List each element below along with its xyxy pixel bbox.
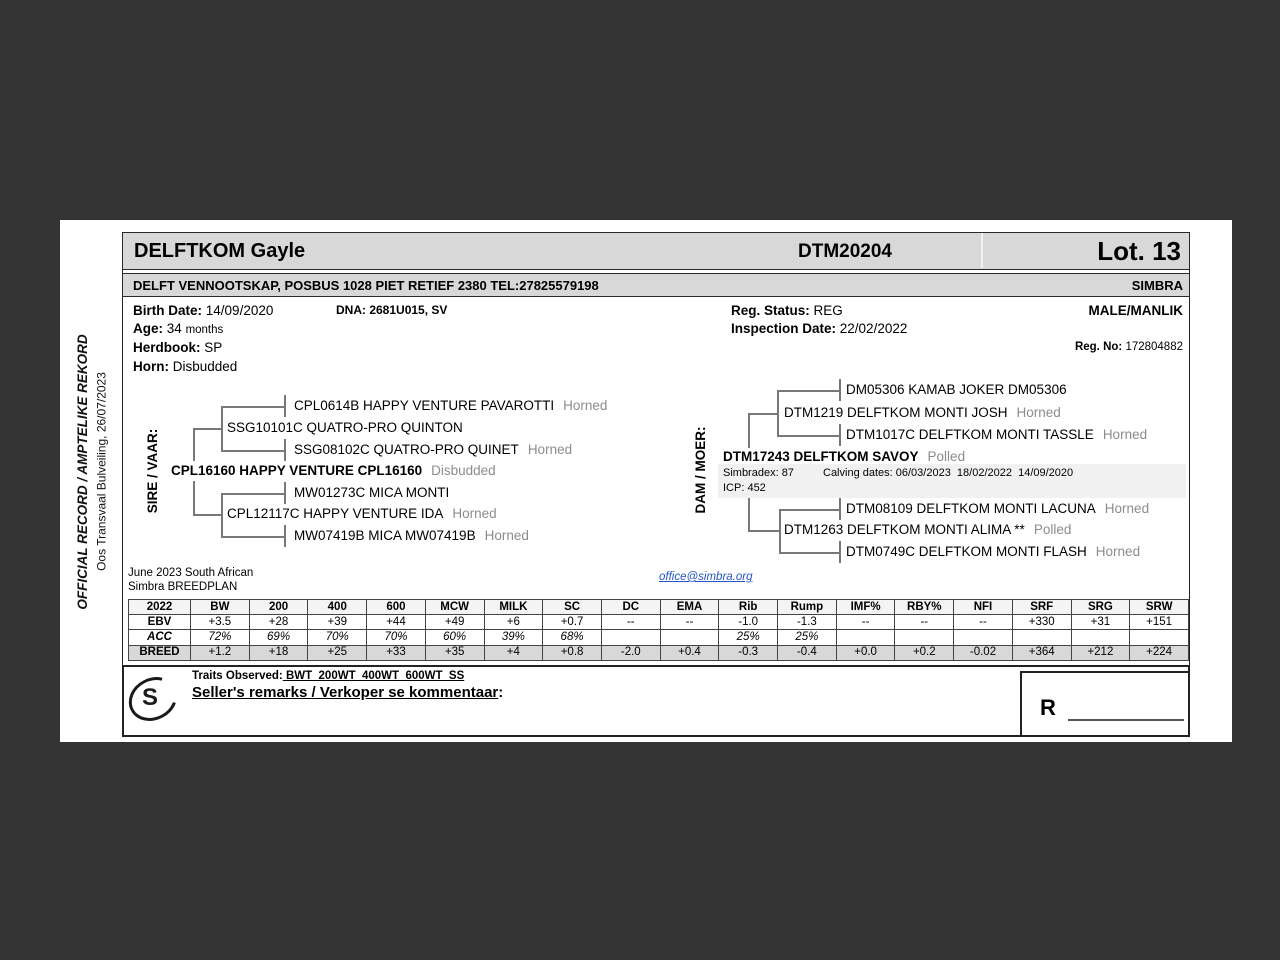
breedplan-heading [128,566,253,594]
breedplan-value-cell [601,630,660,645]
dam-tree-line [777,390,779,436]
horn-status: Horned [1102,427,1148,442]
breedplan-column-header: 400 [308,600,367,615]
breedplan-column-header: IMF% [836,600,895,615]
calving-dates: Calving dates: 06/03/2023 18/02/2022 14/09/2020 [823,467,1074,479]
pedigree-entry: DTM0749C DELFTKOM MONTI FLASH Horned [846,544,1141,559]
breedplan-header-row [129,600,1189,615]
breedplan-value-cell: +0.8 [543,645,602,660]
breedplan-column-header: NFI [954,600,1013,615]
breedplan-value-cell: -0.3 [719,645,778,660]
sire-tree-line [284,525,286,547]
pedigree-entry: DTM08109 DELFTKOM MONTI LACUNA Horned [846,501,1150,516]
breedplan-value-cell: +1.2 [191,645,250,660]
breedplan-value-cell: 70% [367,630,426,645]
simbra-logo [127,676,183,724]
sire-entry: CPL16160 HAPPY VENTURE CPL16160 Disbudded [171,463,496,478]
price-currency-label: R [1040,695,1056,720]
breedplan-column-header: 600 [367,600,426,615]
breedplan-row-ebv [129,615,1189,630]
dam-tree-line [839,541,841,563]
breedplan-value-cell: +49 [425,615,484,630]
sire-tree-line [193,481,195,515]
official-record-vertical-text: OFFICIAL RECORD / AMPTELIKE REKORD [75,334,90,610]
simbradex-value: Simbradex: 87 [723,467,794,479]
sire-tree-line [221,493,223,537]
age-field: Age: 34 months [133,321,224,336]
auction-name-vertical-text: Oos Transvaal Bulveiling, 26/07/2023 [94,372,109,571]
pedigree-entry: SSG10101C QUATRO-PRO QUINTON [227,420,463,435]
dam-tree-line [779,552,839,554]
pedigree-entry: DTM1219 DELFTKOM MONTI JOSH Horned [784,405,1061,420]
breedplan-row-label: ACC [129,630,191,645]
horn-field: Horn: Disbudded [133,359,238,374]
breedplan-value-cell: +35 [425,645,484,660]
horn-status: Horned [1104,501,1150,516]
breedplan-value-cell: 70% [308,630,367,645]
pedigree-entry: DTM1017C DELFTKOM MONTI TASSLE Horned [846,427,1148,442]
pedigree-entry: MW07419B MICA MW07419B Horned [294,528,529,543]
reg-no-field: Reg. No: 172804882 [1074,341,1183,353]
breedplan-value-cell: +25 [308,645,367,660]
breedplan-value-cell: +44 [367,615,426,630]
dam-tree-line [777,390,839,392]
breedplan-value-cell [1012,630,1071,645]
dam-tree-line [777,435,839,437]
dam-tree-line [779,509,839,511]
breedplan-column-header: MILK [484,600,543,615]
dam-tree-line [839,498,841,520]
breedplan-value-cell: -- [954,615,1013,630]
breedplan-value-cell [836,630,895,645]
breedplan-row-acc [129,630,1189,645]
dam-entry: DTM17243 DELFTKOM SAVOY Polled [723,449,966,464]
sire-tree-line [193,428,195,461]
breedplan-value-cell: -- [601,615,660,630]
breedplan-column-header: Rib [719,600,778,615]
breedplan-value-cell [954,630,1013,645]
lot-number: Lot. 13 [1097,236,1181,266]
breedplan-value-cell: +224 [1130,645,1189,660]
breedplan-value-cell: -- [836,615,895,630]
owner-contact: DELFT VENNOOTSKAP, POSBUS 1028 PIET RETIEF 2380 TEL:27825579198 [133,278,599,293]
breedplan-value-cell [1071,630,1130,645]
animal-name-title: DELFTKOM Gayle [134,240,306,262]
breedplan-heading-line2: Simbra BREEDPLAN [128,581,238,593]
sire-tree-line [284,439,286,461]
breedplan-value-cell: +0.7 [543,615,602,630]
sire-tree-line [284,482,286,504]
breedplan-column-header: SRG [1071,600,1130,615]
breedplan-column-header: DC [601,600,660,615]
breedplan-value-cell: +3.5 [191,615,250,630]
price-blank-line[interactable] [1068,719,1184,721]
sire-tree-line [221,493,284,495]
breedplan-value-cell: +212 [1071,645,1130,660]
sire-tree-line [221,406,284,408]
breedplan-heading-line1: June 2023 South African [128,567,254,579]
horn-status: Horned [527,442,573,457]
title-bar [122,232,1190,270]
breedplan-value-cell: -1.0 [719,615,778,630]
breedplan-column-header: 2022 [129,600,191,615]
catalog-page [60,220,1232,742]
breedplan-value-cell: +6 [484,615,543,630]
breedplan-value-cell: +18 [249,645,308,660]
breedplan-value-cell: -2.0 [601,645,660,660]
breedplan-value-cell: +151 [1130,615,1189,630]
seller-remarks-heading: Seller's remarks / Verkoper se kommentaar: [192,684,504,701]
breedplan-column-header: EMA [660,600,719,615]
breedplan-value-cell: 69% [249,630,308,645]
breedplan-value-cell: -1.3 [778,615,837,630]
animal-reg-id: DTM20204 [798,241,892,262]
breedplan-value-cell [895,630,954,645]
breedplan-value-cell: +39 [308,615,367,630]
record-main-box [122,232,1190,737]
price-box [1020,671,1188,735]
breedplan-value-cell: 25% [719,630,778,645]
breedplan-value-cell: +4 [484,645,543,660]
sire-tree-line [193,514,223,516]
dam-tree-line [839,424,841,446]
horn-status: Horned [484,528,529,543]
dam-tree-line [748,413,750,449]
breedplan-table [128,599,1189,661]
breedplan-value-cell: +33 [367,645,426,660]
breedplan-row-label: BREED [129,645,191,660]
breedplan-value-cell: 72% [191,630,250,645]
breed-society-name: SIMBRA [1131,278,1183,293]
sire-tree-line [221,406,223,451]
icp-value: ICP: 452 [723,482,766,494]
breedplan-value-cell: -0.4 [778,645,837,660]
breedplan-value-cell: -- [660,615,719,630]
breedplan-value-cell: +0.0 [836,645,895,660]
horn-status: Horned [563,398,608,413]
dam-tree-line [839,379,841,401]
dam-tree-line [748,530,779,532]
pedigree-entry: CPL12117C HAPPY VENTURE IDA Horned [227,506,497,521]
breedplan-column-header: RBY% [895,600,954,615]
sire-tree-line [221,450,284,452]
dam-tree-line [748,413,778,415]
pedigree-entry: SSG08102C QUATRO-PRO QUINET Horned [294,442,573,457]
breedplan-value-cell: +330 [1012,615,1071,630]
sire-section-label: SIRE / VAAR: [145,428,160,514]
pedigree-entry: DTM1263 DELFTKOM MONTI ALIMA ** Polled [784,522,1072,537]
breedplan-value-cell: -- [895,615,954,630]
traits-observed-values: BWT 200WT 400WT 600WT SS [282,670,465,682]
sire-tree-line [193,428,223,430]
dam-tree-line [748,498,750,530]
horn-status: Horned [1095,544,1141,559]
traits-observed [192,670,464,682]
reg-status-field: Reg. Status: REG [731,303,843,318]
owner-bar [122,273,1190,297]
pedigree-entry: DM05306 KAMAB JOKER DM05306 [846,382,1067,397]
breedplan-value-cell [660,630,719,645]
breedplan-row-breed [129,645,1189,660]
horn-status: Polled [927,449,966,464]
horn-status: Horned [1016,405,1061,420]
breedplan-value-cell [1130,630,1189,645]
breedplan-value-cell: 39% [484,630,543,645]
birth-date-field: Birth Date: 14/09/2020 [133,303,274,318]
pedigree-entry: CPL0614B HAPPY VENTURE PAVAROTTI Horned [294,398,608,413]
simbra-email-link[interactable]: office@simbra.org [659,571,753,583]
dam-tree-line [779,509,781,553]
breedplan-column-header: 200 [249,600,308,615]
breedplan-value-cell: +0.2 [895,645,954,660]
breedplan-column-header: BW [191,600,250,615]
breedplan-row-label: EBV [129,615,191,630]
breedplan-column-header: SRW [1130,600,1189,615]
breedplan-column-header: Rump [778,600,837,615]
horn-status: Polled [1033,522,1072,537]
horn-status: Horned [452,506,497,521]
sire-tree-line [284,395,286,417]
traits-observed-label: Traits Observed: [192,670,283,682]
pedigree-entry: MW01273C MICA MONTI [294,485,450,500]
breedplan-value-cell: +0.4 [660,645,719,660]
breedplan-column-header: SC [543,600,602,615]
breedplan-column-header: MCW [425,600,484,615]
breedplan-value-cell: -0.02 [954,645,1013,660]
dam-performance-info [718,464,1186,498]
sire-tree-line [221,536,284,538]
inspection-date-field: Inspection Date: 22/02/2022 [731,321,908,336]
breedplan-value-cell: +364 [1012,645,1071,660]
sex-field: MALE/MANLIK [1088,303,1183,318]
dam-section-label: DAM / MOER: [693,426,708,514]
breedplan-column-header: SRF [1012,600,1071,615]
herdbook-field: Herdbook: SP [133,340,223,355]
lot-divider [981,233,983,268]
horn-status: Disbudded [431,463,496,478]
breedplan-value-cell: 68% [543,630,602,645]
breedplan-value-cell: 25% [778,630,837,645]
dna-field: DNA: 2681U015, SV [336,303,448,317]
breedplan-value-cell: +31 [1071,615,1130,630]
breedplan-value-cell: +28 [249,615,308,630]
simbra-logo-letter: S [142,684,159,711]
seller-remarks-box [122,665,1190,737]
breedplan-value-cell: 60% [425,630,484,645]
